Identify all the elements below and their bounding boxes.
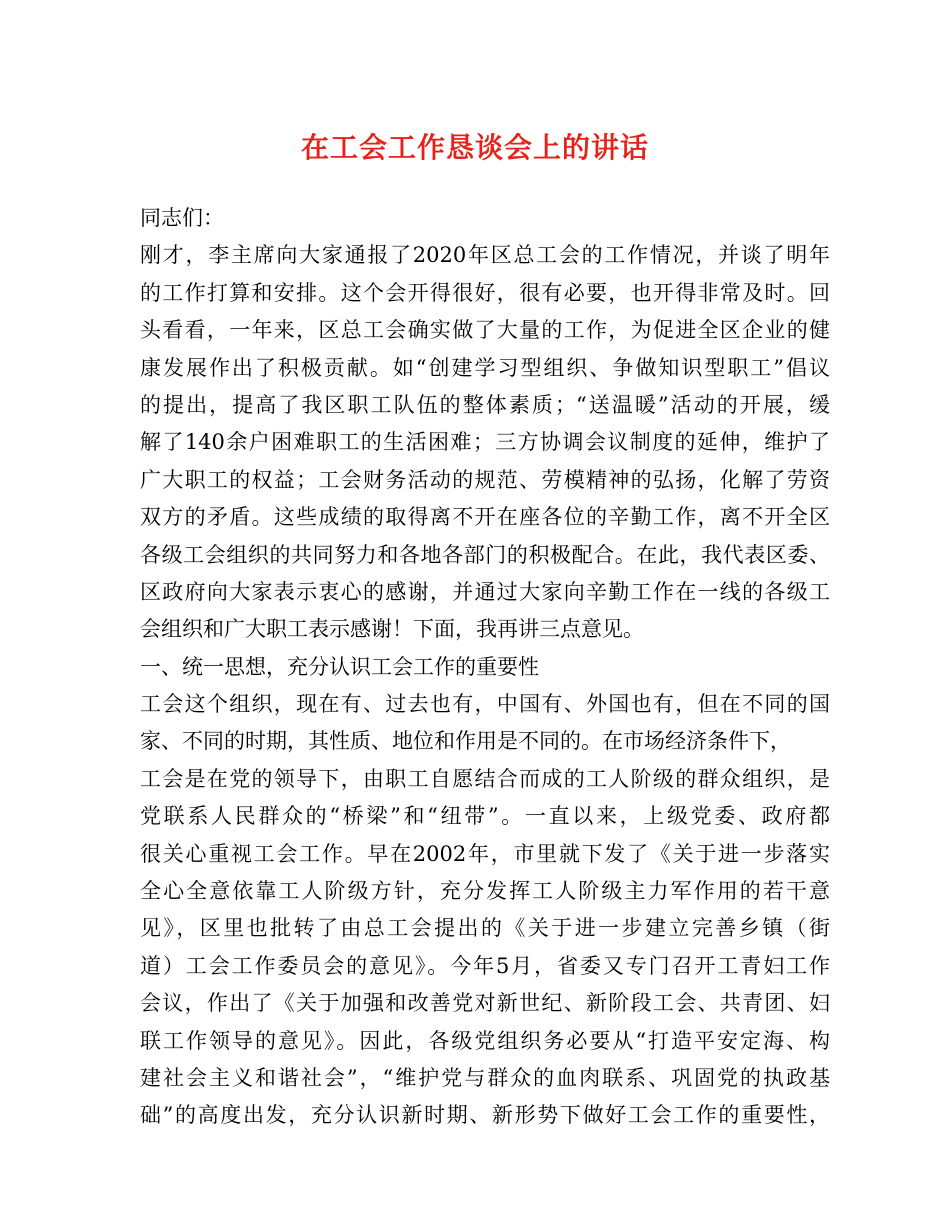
paragraph-line: 头看看，一年来，区总工会确实做了大量的工作，为促进全区企业的健 bbox=[140, 318, 830, 343]
document-body bbox=[140, 200, 830, 1135]
paragraph-line: 各级工会组织的共同努力和各地各部门的积极配合。在此，我代表区委、 bbox=[140, 542, 830, 567]
paragraph-line: 刚才，李主席向大家通报了2020年区总工会的工作情况，并谈了明年 bbox=[140, 243, 830, 268]
paragraph-line: 会组织和广大职工表示感谢！下面，我再讲三点意见。 bbox=[140, 617, 644, 642]
paragraph-line: 的工作打算和安排。这个会开得很好，很有必要，也开得非常及时。回 bbox=[140, 280, 830, 305]
paragraph-line: 党联系人民群众的“桥梁”和“纽带”。一直以来，上级党委、政府都 bbox=[140, 804, 830, 829]
salutation-line: 同志们： bbox=[140, 206, 224, 230]
paragraph-line: 道）工会工作委员会的意见》。今年5月，省委又专门召开工青妇工作 bbox=[140, 953, 830, 978]
paragraph-line: 工会是在党的领导下，由职工自愿结合而成的工人阶级的群众组织，是 bbox=[140, 766, 830, 791]
paragraph-line: 础”的高度出发，充分认识新时期、新形势下做好工会工作的重要性， bbox=[140, 1103, 830, 1128]
paragraph-line: 工会这个组织，现在有、过去也有，中国有、外国也有，但在不同的国 bbox=[140, 692, 830, 717]
paragraph-line: 见》，区里也批转了由总工会提出的《关于进一步建立完善乡镇（街 bbox=[140, 916, 830, 941]
paragraph-line: 康发展作出了积极贡献。如“创建学习型组织、争做知识型职工”倡议 bbox=[140, 355, 830, 380]
section-heading: 一、统一思想，充分认识工会工作的重要性 bbox=[140, 654, 539, 679]
paragraph-line: 联工作领导的意见》。因此，各级党组织务必要从“打造平安定海、构 bbox=[140, 1028, 830, 1053]
paragraph-line: 会议，作出了《关于加强和改善党对新世纪、新阶段工会、共青团、妇 bbox=[140, 991, 830, 1016]
paragraph-line: 家、不同的时期，其性质、地位和作用是不同的。在市场经济条件下， bbox=[140, 729, 791, 754]
paragraph-line: 区政府向大家表示衷心的感谢，并通过大家向辛勤工作在一线的各级工 bbox=[140, 579, 830, 604]
paragraph-line: 全心全意依靠工人阶级方针，充分发挥工人阶级主力军作用的若干意 bbox=[140, 879, 830, 904]
paragraph-line: 双方的矛盾。这些成绩的取得离不开在座各位的辛勤工作，离不开全区 bbox=[140, 505, 830, 530]
document-title: 在工会工作恳谈会上的讲话 bbox=[300, 131, 649, 164]
paragraph-line: 解了140余户困难职工的生活困难；三方协调会议制度的延伸，维护了 bbox=[140, 430, 830, 455]
paragraph-line: 的提出，提高了我区职工队伍的整体素质；“送温暖”活动的开展，缓 bbox=[140, 392, 830, 417]
paragraph-line: 很关心重视工会工作。早在2002年，市里就下发了《关于进一步落实 bbox=[140, 841, 830, 866]
paragraph-line: 建社会主义和谐社会”，“维护党与群众的血肉联系、巩固党的执政基 bbox=[140, 1065, 830, 1090]
paragraph-line: 广大职工的权益；工会财务活动的规范、劳模精神的弘扬，化解了劳资 bbox=[140, 467, 830, 492]
